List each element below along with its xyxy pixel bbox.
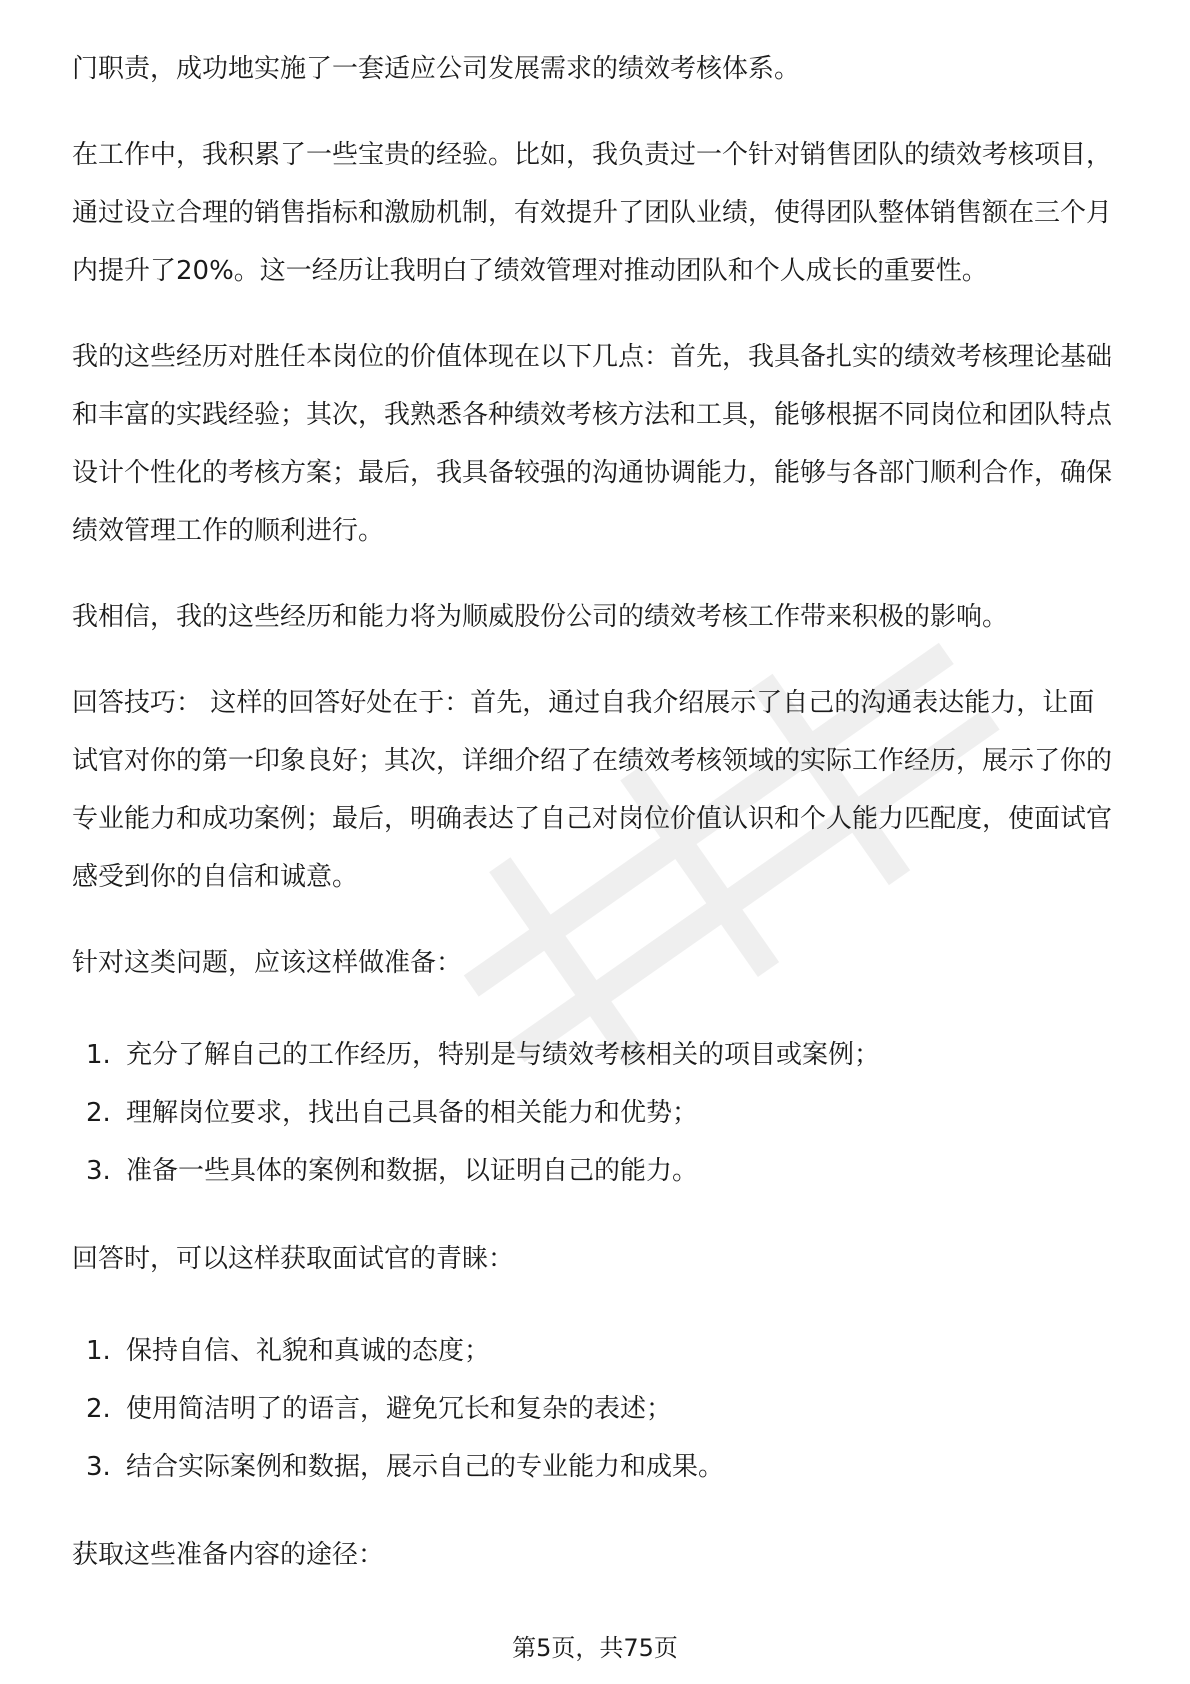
- prep-list: [72, 1026, 1120, 1200]
- answer-list: [72, 1322, 1120, 1496]
- list-item-text: 准备一些具体的案例和数据，以证明自己的能力。: [126, 1156, 699, 1186]
- paragraph-belief: 我相信，我的这些经历和能力将为顺威股份公司的绩效考核工作带来积极的影响。: [72, 602, 1009, 632]
- paragraph-value: 我的这些经历对胜任本岗位的价值体现在以下几点：首先，我具备扎实的绩效考核理论基础和丰富的实践经验；其次，我熟悉各种绩效考核方法和工具，能够根据不同岗位和团队特点设计个性化的考核方案；最后，我具备较强的沟通协调能力，能够与各部门顺利合作，确保绩效管理工作的顺利进行。: [72, 342, 1113, 546]
- list-item: [86, 1322, 1120, 1380]
- list-item: [86, 1084, 1120, 1142]
- list-item-number: 1.: [86, 1040, 111, 1070]
- list-item: [86, 1438, 1120, 1496]
- list-item-text: 使用简洁明了的语言，避免冗长和复杂的表述；: [126, 1394, 673, 1424]
- list-item-text: 保持自信、礼貌和真诚的态度；: [126, 1336, 491, 1366]
- list-item: [86, 1380, 1120, 1438]
- list-item-number: 3.: [86, 1452, 111, 1482]
- list-item-text: 理解岗位要求，找出自己具备的相关能力和优势；: [126, 1098, 699, 1128]
- paragraph-experience: 在工作中，我积累了一些宝贵的经验。比如，我负责过一个针对销售团队的绩效考核项目，通过设立合理的销售指标和激励机制，有效提升了团队业绩，使得团队整体销售额在三个月内提升了20%。这一经历让我明白了绩效管理对推动团队和个人成长的重要性。: [72, 140, 1113, 286]
- paragraph-answer-tips: 回答技巧： 这样的回答好处在于：首先，通过自我介绍展示了自己的沟通表达能力，让面试官对你的第一印象良好；其次，详细介绍了在绩效考核领域的实际工作经历，展示了你的专业能力和成功案例；最后，明确表达了自己对岗位价值认识和个人能力匹配度，使面试官感受到你的自信和诚意。: [72, 688, 1113, 892]
- document-body: [72, 40, 1120, 1612]
- paragraph-sources-heading: 获取这些准备内容的途径：: [72, 1540, 385, 1570]
- list-item-number: 3.: [86, 1156, 111, 1186]
- list-item-text: 充分了解自己的工作经历，特别是与绩效考核相关的项目或案例；: [126, 1040, 881, 1070]
- paragraph-intro-continuation: 门职责，成功地实施了一套适应公司发展需求的绩效考核体系。: [72, 54, 801, 84]
- page-number-footer: 第5页，共75页: [512, 1634, 678, 1662]
- list-item-text: 结合实际案例和数据，展示自己的专业能力和成果。: [126, 1452, 725, 1482]
- paragraph-prep-heading: 针对这类问题，应该这样做准备：: [72, 948, 463, 978]
- list-item: [86, 1142, 1120, 1200]
- list-item-number: 2.: [86, 1394, 111, 1424]
- list-item-number: 2.: [86, 1098, 111, 1128]
- list-item: [86, 1026, 1120, 1084]
- paragraph-answer-heading: 回答时，可以这样获取面试官的青睐：: [72, 1244, 515, 1274]
- list-item-number: 1.: [86, 1336, 111, 1366]
